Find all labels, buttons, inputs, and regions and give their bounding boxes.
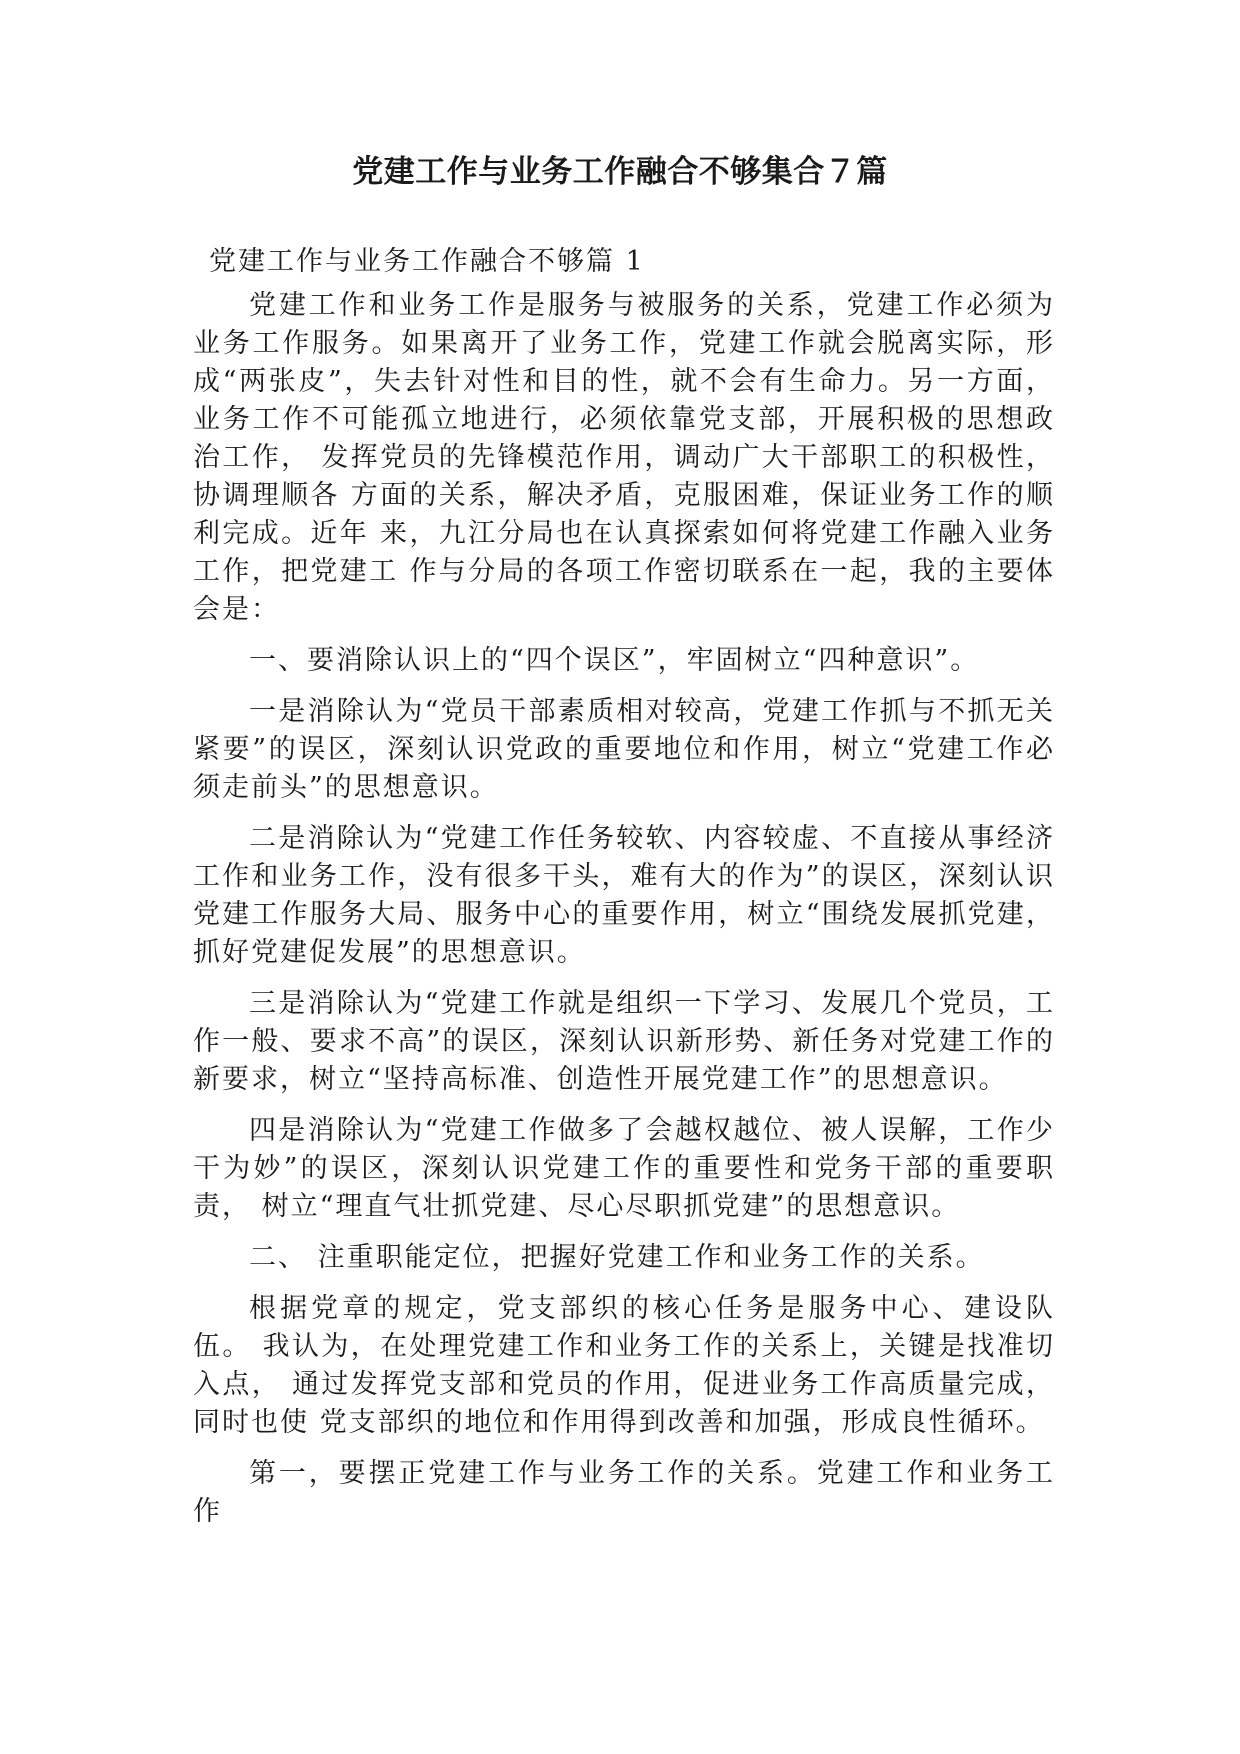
paragraph-misconception-four: 四是消除认为“党建工作做多了会越权越位、被人误解，工作少干为妙”的误区，深刻认识党建工作的重要性和党务干部的重要职责， 树立“理直气壮抓党建、尽心尽职抓党建”的思想意识。	[193, 1115, 1055, 1222]
document-body	[193, 243, 1055, 1531]
paragraph-point-one-heading: 一、要消除认识上的“四个误区”，牢固树立“四种意识”。	[249, 645, 980, 676]
paragraph-misconception-three: 三是消除认为“党建工作就是组织一下学习、发展几个党员，工作一般、要求不高”的误区，深刻认识新形势、新任务对党建工作的新要求，树立“坚持高标准、创造性开展党建工作”的思想意识。	[193, 988, 1055, 1095]
paragraph-misconception-one: 一是消除认为“党员干部素质相对较高，党建工作抓与不抓无关紧要”的误区，深刻认识党政的重要地位和作用，树立“党建工作必 须走前头”的思想意识。	[193, 696, 1055, 803]
paragraph-point-two-heading: 二、 注重职能定位，把握好党建工作和业务工作的关系。	[249, 1242, 985, 1273]
document-title: 党建工作与业务工作融合不够集合７篇	[352, 154, 888, 190]
paragraph-intro: 党建工作和业务工作是服务与被服务的关系，党建工作必须为业务工作服务。如果离开了业务工作，党建工作就会脱离实际，形成“两张皮”，失去针对性和目的性，就不会有生命力。另一方面，业务工作不可能孤立地进行，必须依靠党支部，开展积极的思想政治工作， 发挥党员的先锋模范作用，调动广大干部职工的积极性，协调理顺各 方面的关系，解决矛盾，克服困难，保证业务工作的顺利完成。近年 来，九江分局也在认真探索如何将党建工作融入业务工作，把党建工 作与分局的各项工作密切联系在一起，我的主要体会是：	[193, 290, 1055, 625]
paragraph-misconception-two: 二是消除认为“党建工作任务较软、内容较虚、不直接从事经济工作和业务工作，没有很多干头，难有大的作为”的误区，深刻认识党建工作服务大局、服务中心的重要作用，树立“围绕发展抓党建， 抓好党建促发展”的思想意识。	[193, 823, 1055, 968]
paragraph-party-constitution: 根据党章的规定，党支部织的核心任务是服务中心、建设队伍。 我认为，在处理党建工作和业务工作的关系上，关键是找准切入点， 通过发挥党支部和党员的作用，促进业务工作高质量完成，同时也使 党支部织的地位和作用得到改善和加强，形成良性循环。	[193, 1293, 1055, 1438]
paragraph-first-point: 第一，要摆正党建工作与业务工作的关系。党建工作和业务工作	[193, 1458, 1055, 1527]
section-heading: 党建工作与业务工作融合不够篇 1	[209, 246, 645, 277]
